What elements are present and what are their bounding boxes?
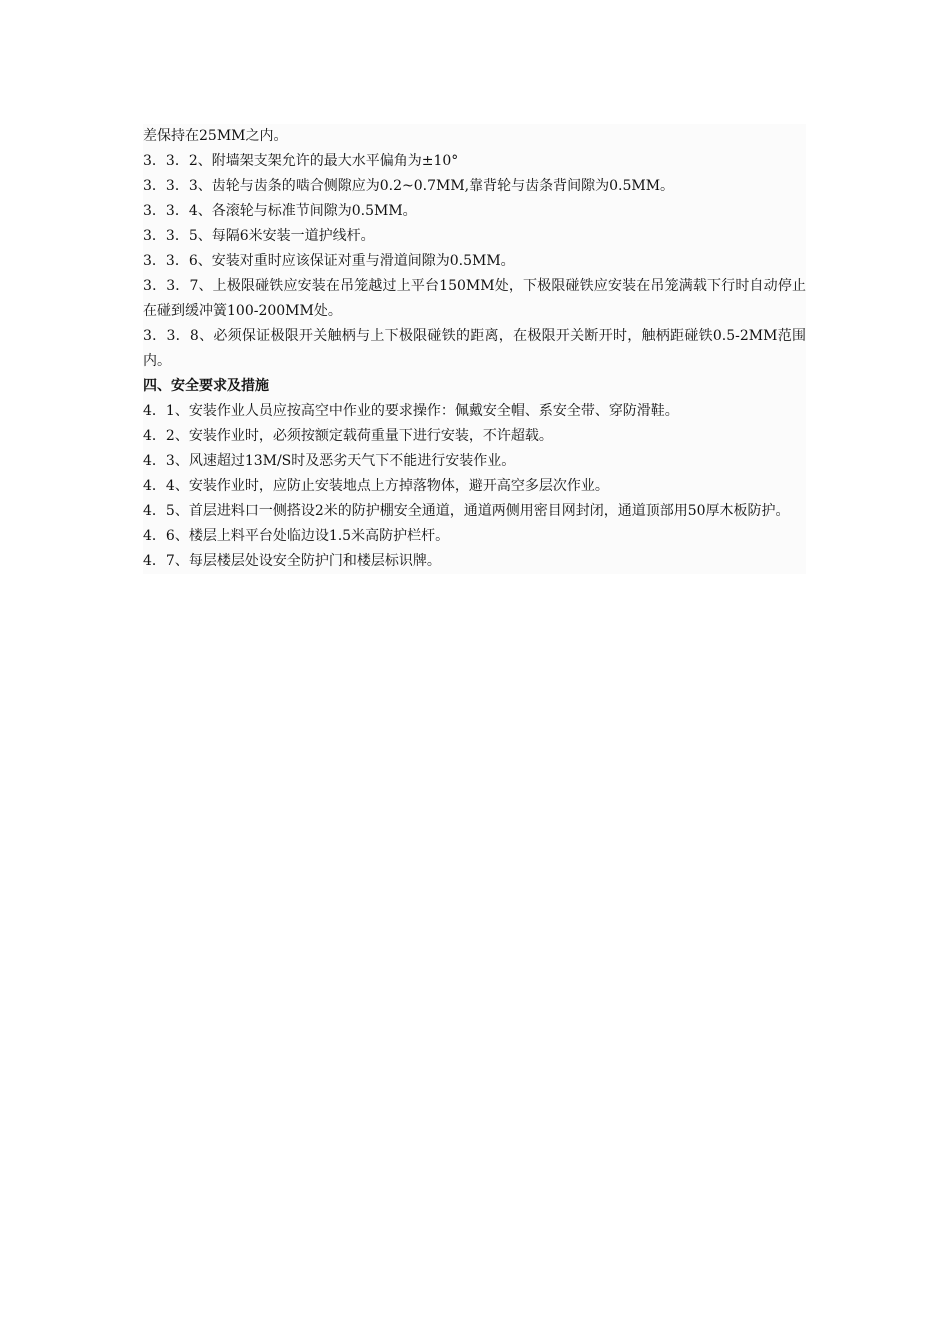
paragraph-3-3-6: 3．3．6、安装对重时应该保证对重与滑道间隙为0.5MM。 xyxy=(143,253,515,269)
paragraph-4-2: 4．2、安装作业时，必须按额定载荷重量下进行安装，不许超载。 xyxy=(143,428,553,444)
paragraph-4-7: 4．7、每层楼层处设安全防护门和楼层标识牌。 xyxy=(143,553,441,569)
document-body xyxy=(143,124,806,574)
paragraph-4-6: 4．6、楼层上料平台处临边设1.5米高防护栏杆。 xyxy=(143,528,450,544)
paragraph-3-3-3: 3．3．3、齿轮与齿条的啮合侧隙应为0.2~0.7MM,靠背轮与齿条背间隙为0.5MM。 xyxy=(143,178,675,194)
paragraph-4-5: 4．5、首层进料口一侧搭设2米的防护棚安全通道，通道两侧用密目网封闭，通道顶部用50厚木板防护。 xyxy=(143,503,790,519)
paragraph-3-3-5: 3．3．5、每隔6米安装一道护线杆。 xyxy=(143,228,375,244)
paragraph-4-4: 4．4、安装作业时，应防止安装地点上方掉落物体，避开高空多层次作业。 xyxy=(143,478,609,494)
section-heading: 四、安全要求及措施 xyxy=(143,378,269,394)
paragraph-4-3: 4．3、风速超过13M/S时及恶劣天气下不能进行安装作业。 xyxy=(143,453,516,469)
paragraph-3-3-7: 3．3．7、上极限碰铁应安装在吊笼越过上平台150MM处，下极限碰铁应安装在吊笼满载下行时自动停止在碰到缓冲簧100-200MM处。 xyxy=(143,278,806,319)
paragraph-3-3-4: 3．3．4、各滚轮与标准节间隙为0.5MM。 xyxy=(143,203,417,219)
paragraph-3-3-8: 3．3．8、必须保证极限开关触柄与上下极限碰铁的距离，在极限开关断开时，触柄距碰铁0.5-2MM范围内。 xyxy=(143,328,806,369)
paragraph-3-3-2: 3．3．2、附墙架支架允许的最大水平偏角为±10° xyxy=(143,153,459,169)
paragraph-4-1: 4．1、安装作业人员应按高空中作业的要求操作：佩戴安全帽、系安全带、穿防滑鞋。 xyxy=(143,403,679,419)
paragraph-continuation: 差保持在25MM之内。 xyxy=(143,128,288,144)
